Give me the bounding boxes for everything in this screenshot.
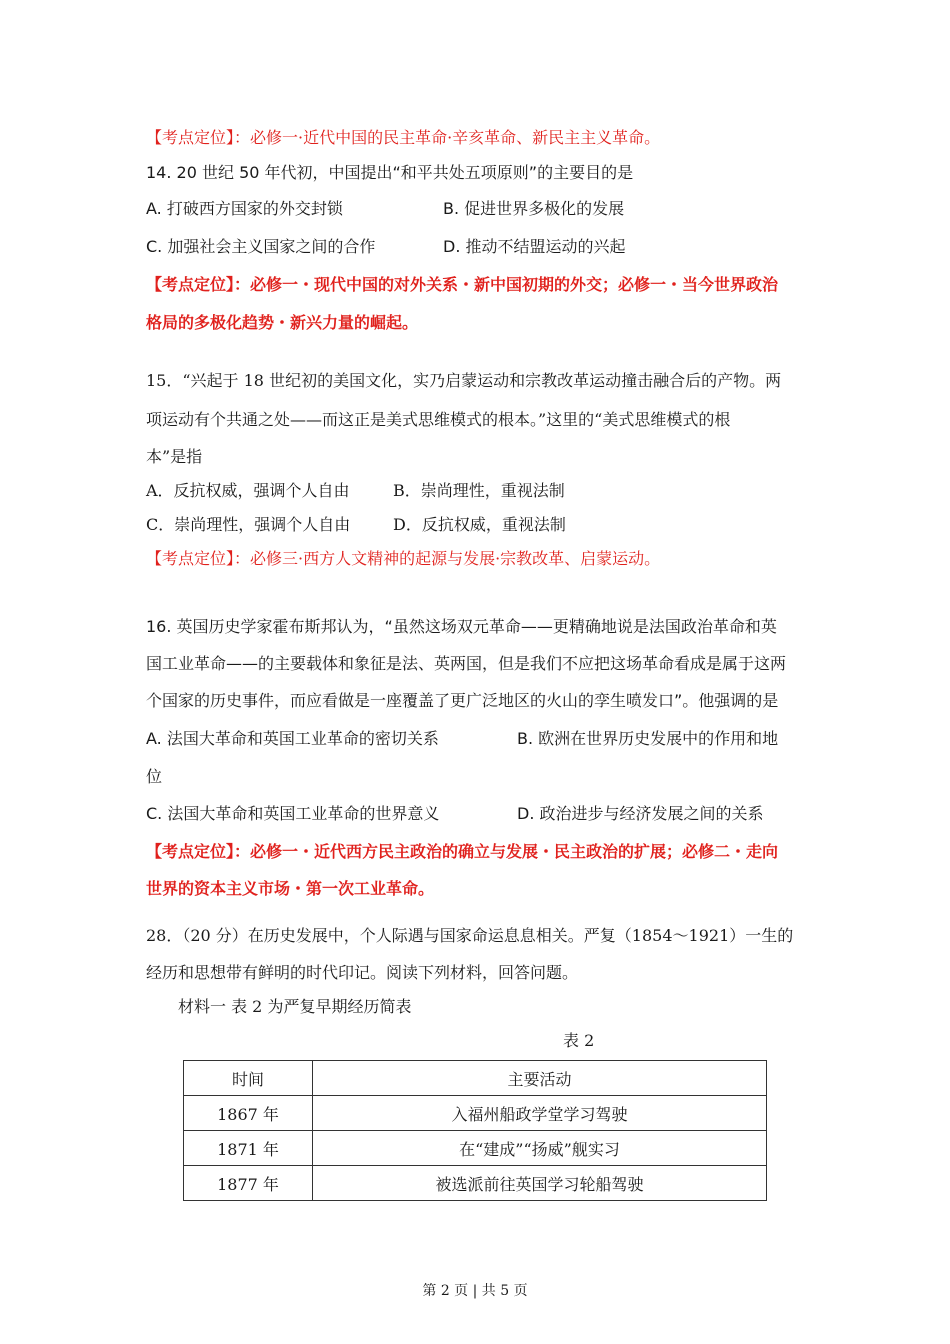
q15-stem-line2: 项运动有个共通之处——而这正是美式思维模式的根本。”这里的“美式思维模式的根: [146, 410, 731, 429]
table-cell-activity: 被选派前往英国学习轮船驾驶: [313, 1166, 767, 1201]
q16-option-b-continued: 位: [146, 767, 163, 786]
q15-stem-line1: 15．“兴起于 18 世纪初的美国文化，实乃启蒙运动和宗教改革运动撞击融合后的产物。两: [146, 371, 782, 390]
q28-stem-line1: 28．（20 分）在历史发展中，个人际遇与国家命运息息相关。严复（1854～1921）一生的: [146, 926, 794, 945]
table-row: [184, 1131, 767, 1166]
page-footer: 第 2 页 | 共 5 页: [422, 1283, 528, 1299]
q15-option-a: A．反抗权威，强调个人自由: [146, 481, 350, 500]
q15-option-d: D．反抗权威，重视法制: [393, 515, 566, 534]
q16-stem-line3: 个国家的历史事件，而应看做是一座覆盖了更广泛地区的火山的孪生喷发口”。他强调的是: [146, 691, 779, 710]
table-cell-time: 1871 年: [184, 1131, 313, 1166]
q14-option-c: C. 加强社会主义国家之间的合作: [146, 237, 376, 256]
table-header-time: 时间: [184, 1061, 313, 1096]
table-cell-activity: 在“建成”“扬威”舰实习: [313, 1131, 767, 1166]
table-caption: 表 2: [563, 1031, 595, 1050]
q16-option-a: A. 法国大革命和英国工业革命的密切关系: [146, 729, 439, 748]
q13-note: 【考点定位】：必修一·近代中国的民主革命·辛亥革命、新民主主义革命。: [146, 128, 661, 147]
q15-option-b: B．崇尚理性，重视法制: [393, 481, 565, 500]
q14-note-line2: 格局的多极化趋势・新兴力量的崛起。: [146, 313, 419, 332]
experience-table: [183, 1060, 767, 1201]
q14-stem: 14. 20 世纪 50 年代初，中国提出“和平共处五项原则”的主要目的是: [146, 163, 634, 182]
q16-note-line1: 【考点定位】：必修一・近代西方民主政治的确立与发展・民主政治的扩展；必修二・走向: [146, 842, 779, 861]
q15-option-c: C．崇尚理性，强调个人自由: [146, 515, 351, 534]
table-cell-time: 1867 年: [184, 1096, 313, 1131]
q14-option-a: A. 打破西方国家的外交封锁: [146, 199, 343, 218]
q14-option-d: D. 推动不结盟运动的兴起: [443, 237, 626, 256]
q14-option-b: B. 促进世界多极化的发展: [443, 199, 625, 218]
q15-note: 【考点定位】：必修三·西方人文精神的起源与发展·宗教改革、启蒙运动。: [146, 549, 661, 568]
q16-note-line2: 世界的资本主义市场・第一次工业革命。: [146, 879, 435, 898]
q16-option-d: D. 政治进步与经济发展之间的关系: [517, 804, 764, 823]
table-row: [184, 1096, 767, 1131]
table-cell-activity: 入福州船政学堂学习驾驶: [313, 1096, 767, 1131]
q28-material-label: 材料一 表 2 为严复早期经历简表: [178, 997, 412, 1016]
table-row: [184, 1166, 767, 1201]
q15-stem-line3: 本”是指: [146, 447, 203, 466]
q16-option-c: C. 法国大革命和英国工业革命的世界意义: [146, 804, 440, 823]
q28-stem-line2: 经历和思想带有鲜明的时代印记。阅读下列材料，回答问题。: [146, 963, 579, 982]
table-header-row: [184, 1061, 767, 1096]
q16-option-b: B. 欧洲在世界历史发展中的作用和地: [517, 729, 779, 748]
q14-note-line1: 【考点定位】：必修一・现代中国的对外关系・新中国初期的外交；必修一・当今世界政治: [146, 275, 779, 294]
table-cell-time: 1877 年: [184, 1166, 313, 1201]
q16-stem-line2: 国工业革命——的主要载体和象征是法、英两国，但是我们不应把这场革命看成是属于这两: [146, 654, 787, 673]
q16-stem-line1: 16. 英国历史学家霍布斯邦认为，“虽然这场双元革命——更精确地说是法国政治革命和英: [146, 617, 777, 636]
table-header-activity: 主要活动: [313, 1061, 767, 1096]
